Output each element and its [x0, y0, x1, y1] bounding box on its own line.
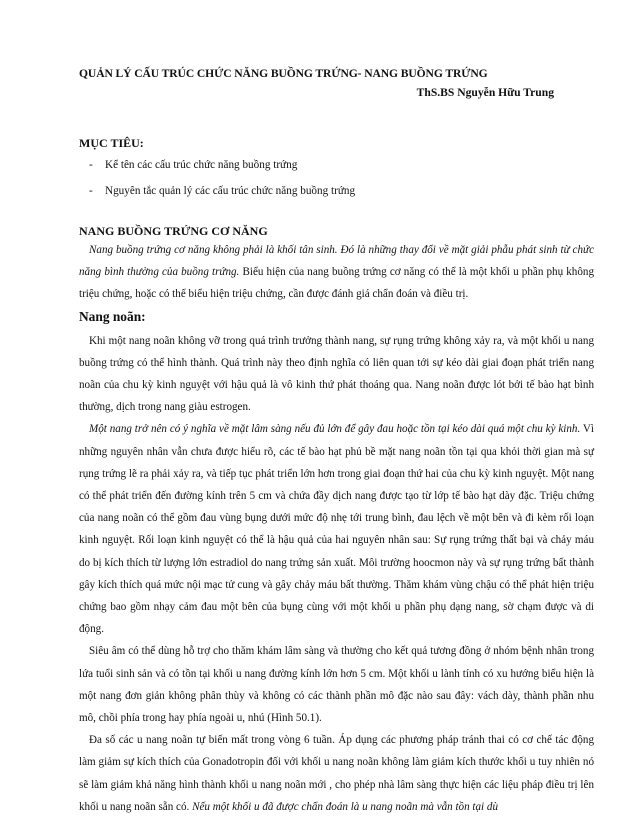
- paragraph-2: [79, 418, 594, 640]
- bullet-dash: -: [89, 185, 93, 197]
- paragraph-4-italic: Nếu một khối u đã được chẩn đoán là u nang noãn mà vẫn tồn tại dù: [192, 800, 499, 813]
- paragraph-1: Khi một nang noãn không vỡ trong quá trình trưởng thành nang, sự rụng trứng không xảy ra, và một khối u nang buồng trứng có thể hình thành. Quá trình này theo định nghĩa có liên quan tới sự kéo dài giai đoạn phát triển nang noãn của chu kỳ kinh nguyệt với hậu quả là vô kinh thứ phát thoáng qua. Nang noãn được lót bởi tế bào hạt bình thường, dịch trong nang giàu estrogen.: [79, 334, 594, 414]
- objectives-heading: MỤC TIÊU:: [79, 136, 144, 150]
- intro-italic: Nang buồng trứng cơ năng không phải là khối tân sinh. Đó là những thay đổi về mặt giải phẫu phát sinh từ chức năng bình thường của buồng trứng.: [79, 244, 594, 279]
- paragraph-2-italic: Một nang trở nên có ý nghĩa về mặt lâm sàng nếu đủ lớn để gây đau hoặc tồn tại kéo dài quá một chu kỳ kinh.: [89, 423, 581, 436]
- paragraph-4: [79, 729, 594, 818]
- objective-item: [79, 183, 594, 199]
- section-intro: [79, 239, 594, 306]
- paragraph-4-text: Đa số các u nang noãn tự biến mất trong vòng 6 tuần. Áp dụng các phương pháp tránh thai có cơ chế tác động làm giảm sự kích thích của Gonadotropin đối với khối u nang noãn không làm giảm kích thước khối u tuy nhiên nó sẽ làm giảm khả năng hình thành khối u nang noãn mới , cho phép nhà lâm sàng thực hiện các liệu pháp điều trị lên khối u nang noãn sẵn có.: [79, 734, 594, 813]
- document-title: QUẢN LÝ CẤU TRÚC CHỨC NĂNG BUỒNG TRỨNG- NANG BUỒNG TRỨNG: [79, 67, 488, 80]
- subsection-heading: Nang noãn:: [79, 308, 146, 324]
- bullet-dash: -: [89, 159, 93, 171]
- objective-item: [79, 157, 594, 173]
- objective-text: Kể tên các cấu trúc chức năng buồng trứng: [105, 159, 298, 171]
- intro-text: Biểu hiện của nang buồng trứng cơ năng có thể là một khối u phần phụ không triệu chứng, hoặc có thể biểu hiện triệu chứng, cần được đánh giá chẩn đoán và điều trị.: [79, 266, 594, 301]
- author-line: ThS.BS Nguyễn Hữu Trung: [416, 86, 554, 99]
- section-heading: NANG BUỒNG TRỨNG CƠ NĂNG: [79, 224, 268, 238]
- objectives-list: [79, 157, 594, 199]
- paragraph-3: Siêu âm có thể dùng hỗ trợ cho thăm khám lâm sàng và thường cho kết quả tương đồng ở nhóm bệnh nhân trong lứa tuổi sinh sản và có tồn tại khối u nang đường kính lớn hơn 5 cm. Một khối u lành tính có xu hướng biểu hiện là một nang đơn giản không phân thùy và không có các thành phần mô đặc nào sau đây: vách dày, thành phần nhu mô, chồi phía trong hay phía ngoài u, nhú (Hình 50.1).: [79, 645, 594, 725]
- paragraph-2-text: Vì những nguyên nhân vẫn chưa được hiểu rõ, các tế bào hạt phủ bề mặt nang noãn tồn tại qua khỏi thời gian mà sự rụng trứng lẽ ra phải xảy ra, và tiếp tục phát triển lớn hơn trong giai đoạn thứ hai của chu kỳ kinh nguyệt. Một nang có thể phát triển đến đường kính trên 5 cm và chứa đầy dịch nang được tạo từ lớp tế bào hạt dày đặc. Triệu chứng của nang noãn có thể gồm đau vùng bụng dưới mức độ nhẹ tới trung bình, đau lệch về một bên và đi kèm rối loạn kinh nguyệt. Rối loạn kinh nguyệt có thể là hậu quả của hai nguyên nhân sau: Sự rụng trứng thất bại và chảy máu do bị kích thích từ lượng lớn estradiol do nang trứng sản xuất. Môi trường hoocmon này và sự rụng trứng bất thành gây kích thích quá mức nội mạc tử cung và gây chảy máu bất thường. Thăm khám vùng chậu có thể phát hiện triệu chứng bao gồm nhạy cảm đau một bên của bụng cùng với một khối u phần phụ dạng nang, sờ chạm được và di động.: [79, 423, 594, 636]
- objective-text: Nguyên tắc quản lý các cấu trúc chức năng buồng trứng: [105, 185, 356, 197]
